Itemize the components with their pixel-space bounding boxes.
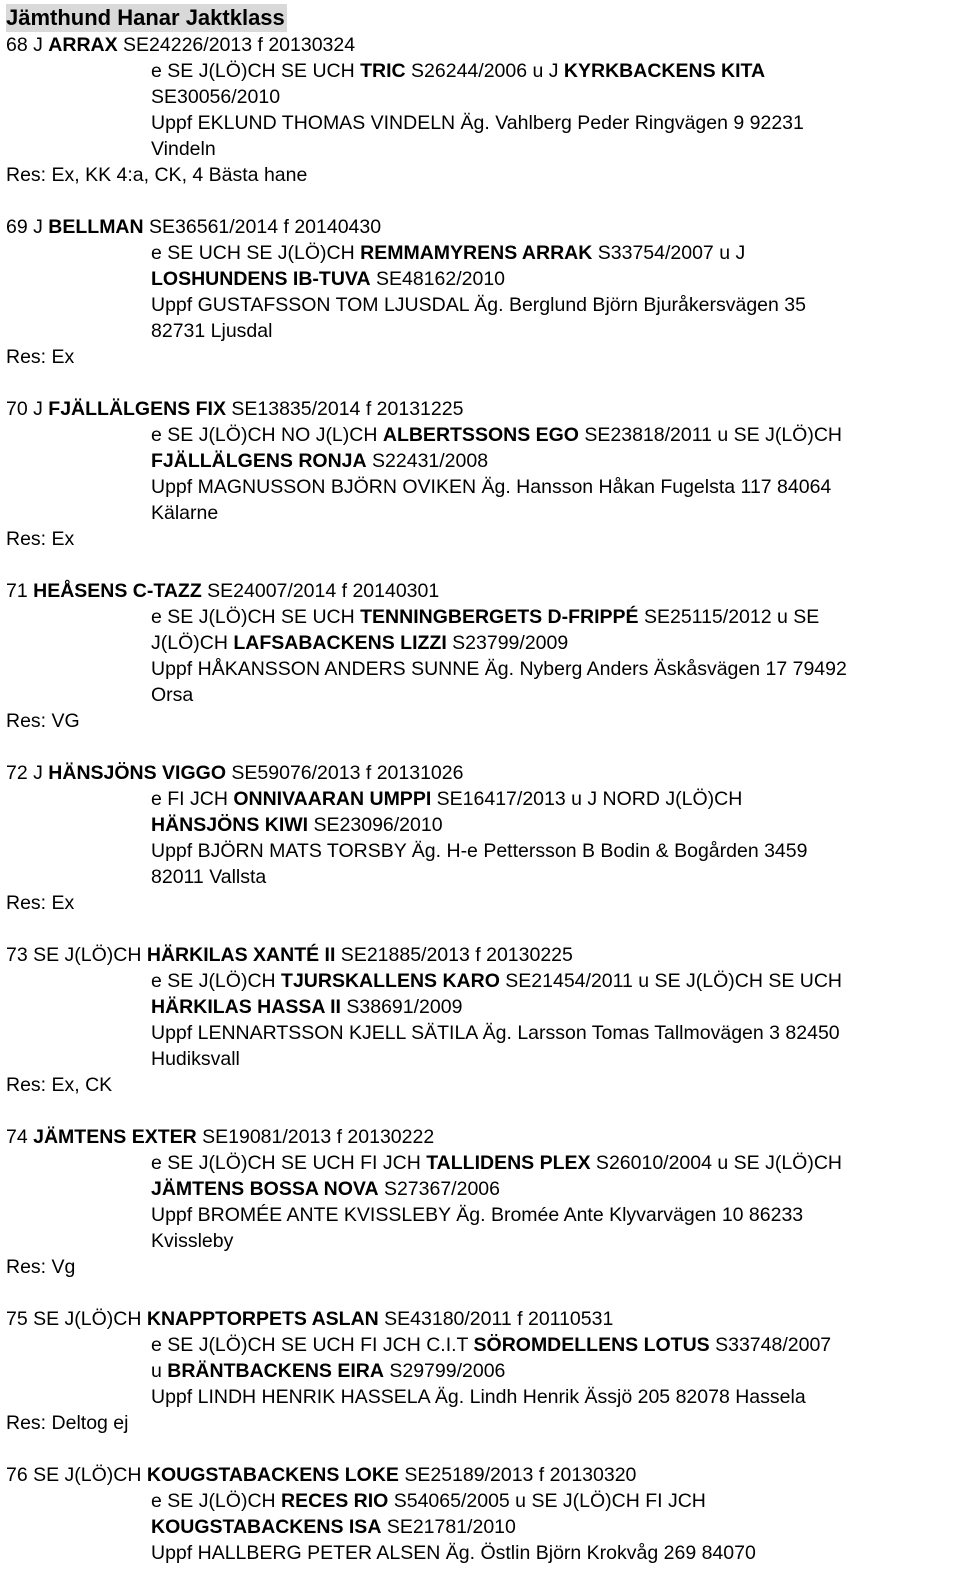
registration-info: SE43180/2011 f 20110531 [378,1308,614,1330]
breeder-owner-line: Uppf GUSTAFSSON TOM LJUSDAL Äg. Berglund Björn Bjuråkersvägen 35 [151,294,806,316]
parent-info: SE25115/2012 u SE [638,606,820,628]
dog-entry [6,396,960,552]
parent-info: SE48162/2010 [370,268,506,290]
parent-name: FJÄLLÄLGENS RONJA [151,450,367,472]
dog-name: HÄRKILAS XANTÉ II [146,944,336,966]
parent-info: SE23096/2010 [308,814,443,836]
parent-info: S33748/2007 [709,1334,832,1356]
entry-list [6,32,960,1566]
breeder-owner-line: 82731 Ljusdal [151,320,273,342]
result-line: Res: Deltog ej [6,1412,129,1434]
dog-entry [6,760,960,916]
registration-info: SE59076/2013 f 20131026 [225,762,464,784]
breeder-owner-line: Hudiksvall [151,1048,240,1070]
result-line: Res: Ex [6,528,75,550]
parents-line [6,1358,960,1384]
parent-info: SE21454/2011 u SE J(LÖ)CH SE UCH [499,970,843,992]
parents-line [6,1332,960,1358]
entry-number: 69 J [6,216,49,238]
registration-info: SE13835/2014 f 20131225 [225,398,464,420]
entry-number: 70 J [6,398,49,420]
parents-line [6,1514,960,1540]
parent-name: RECES RIO [281,1490,389,1512]
breeder-owner-line: Uppf HÅKANSSON ANDERS SUNNE Äg. Nyberg Anders Äskåsvägen 17 79492 [151,658,847,680]
dog-entry [6,214,960,370]
result-line: Res: Ex, CK [6,1074,113,1096]
parent-info: S33754/2007 u J [592,242,746,264]
parent-info: e SE UCH SE J(LÖ)CH [151,242,361,264]
entry-heading [6,32,960,58]
entry-number: 68 J [6,34,49,56]
dog-entry [6,1124,960,1280]
parent-info: e SE J(LÖ)CH SE UCH FI JCH [151,1152,427,1174]
parent-info: S26010/2004 u SE J(LÖ)CH [590,1152,842,1174]
parent-name: TALLIDENS PLEX [426,1152,591,1174]
parents-line [6,994,960,1020]
dog-entry [6,942,960,1098]
entry-number: 72 J [6,762,49,784]
parent-name: LOSHUNDENS IB-TUVA [151,268,371,290]
entry-heading [6,1306,960,1332]
breeder-owner-line: Uppf LENNARTSSON KJELL SÄTILA Äg. Larsson Tomas Tallmovägen 3 82450 [151,1022,840,1044]
dog-entry [6,32,960,188]
registration-info: SE36561/2014 f 20140430 [143,216,382,238]
breeder-owner-line: Orsa [151,684,194,706]
parent-name: TJURSKALLENS KARO [281,970,500,992]
result-line: Res: Ex [6,892,75,914]
breeder-owner-line: 82011 Vallsta [151,866,267,888]
parent-name: REMMAMYRENS ARRAK [360,242,593,264]
parent-name: BRÄNTBACKENS EIRA [167,1360,384,1382]
parents-line [6,422,960,448]
parent-info: S29799/2006 [383,1360,506,1382]
dog-name: KNAPPTORPETS ASLAN [146,1308,379,1330]
parents-line [6,630,960,656]
parents-line [6,1488,960,1514]
registration-info: SE19081/2013 f 20130222 [196,1126,435,1148]
parents-line [6,266,960,292]
dog-name: FJÄLLÄLGENS FIX [48,398,226,420]
entry-heading [6,396,960,422]
entry-heading [6,214,960,240]
parent-name: KOUGSTABACKENS ISA [151,1516,382,1538]
breeder-owner-line: Uppf LINDH HENRIK HASSELA Äg. Lindh Henrik Ässjö 205 82078 Hassela [151,1386,806,1408]
section-title: Jämthund Hanar Jaktklass [6,5,285,30]
parent-info: u [151,1360,168,1382]
entry-heading [6,578,960,604]
dog-entry [6,578,960,734]
parent-name: HÄRKILAS HASSA II [151,996,341,1018]
parent-info: e SE J(LÖ)CH [151,1490,282,1512]
breeder-owner-line: Kvissleby [151,1230,234,1252]
parents-line [6,1176,960,1202]
parent-info: SE21781/2010 [381,1516,516,1538]
dog-name: ARRAX [48,34,118,56]
parents-line [6,58,960,84]
entry-number: 76 SE J(LÖ)CH [6,1464,147,1486]
parents-line [6,786,960,812]
entry-heading [6,942,960,968]
entry-number: 71 [6,580,34,602]
breeder-owner-line: Uppf BROMÉE ANTE KVISSLEBY Äg. Bromée Ante Klyvarvägen 10 86233 [151,1204,804,1226]
entry-number: 75 SE J(LÖ)CH [6,1308,147,1330]
parent-info: SE16417/2013 u J NORD J(LÖ)CH [431,788,743,810]
parent-name: LAFSABACKENS LIZZI [233,632,447,654]
parent-info: S38691/2009 [340,996,463,1018]
parents-line [6,968,960,994]
dog-name: HEÅSENS C-TAZZ [33,580,202,602]
parents-line [6,240,960,266]
breeder-owner-line: Uppf HALLBERG PETER ALSEN Äg. Östlin Björn Krokvåg 269 84070 [151,1542,756,1564]
entry-heading [6,1124,960,1150]
parents-line [6,1150,960,1176]
breeder-owner-line: Uppf BJÖRN MATS TORSBY Äg. H-e Pettersson B Bodin & Bogården 3459 [151,840,808,862]
parent-name: TENNINGBERGETS D-FRIPPÉ [360,606,639,628]
parent-info: S23799/2009 [446,632,569,654]
parent-name: TRIC [360,60,406,82]
parent-name: KYRKBACKENS KITA [563,60,766,82]
breeder-owner-line: Vindeln [151,138,216,160]
parent-info: SE23818/2011 u SE J(LÖ)CH [578,424,842,446]
registration-info: SE25189/2013 f 20130320 [398,1464,637,1486]
result-line: Res: VG [6,710,80,732]
parents-line [6,604,960,630]
breeder-owner-line: Kälarne [151,502,219,524]
parent-info: e SE J(LÖ)CH NO J(L)CH [151,424,383,446]
dog-entry [6,1462,960,1566]
parent-info: S54065/2005 u SE J(LÖ)CH FI JCH [388,1490,706,1512]
entry-number: 73 SE J(LÖ)CH [6,944,147,966]
parents-line [6,812,960,838]
dog-name: HÄNSJÖNS VIGGO [48,762,226,784]
parents-line [6,84,960,110]
parent-name: ALBERTSSONS EGO [382,424,579,446]
parent-info: S26244/2006 u J [405,60,564,82]
breeder-owner-line: Uppf MAGNUSSON BJÖRN OVIKEN Äg. Hansson Håkan Fugelsta 117 84064 [151,476,832,498]
parent-info: SE30056/2010 [151,86,281,108]
parent-name: SÖROMDELLENS LOTUS [473,1334,710,1356]
parent-info: e SE J(LÖ)CH [151,970,282,992]
parents-line [6,448,960,474]
registration-info: SE24007/2014 f 20140301 [201,580,440,602]
result-line: Res: Vg [6,1256,76,1278]
registration-info: SE24226/2013 f 20130324 [117,34,356,56]
registration-info: SE21885/2013 f 20130225 [335,944,573,966]
parent-info: e SE J(LÖ)CH SE UCH [151,606,361,628]
entry-heading [6,760,960,786]
parent-info: e SE J(LÖ)CH SE UCH FI JCH C.I.T [151,1334,474,1356]
parent-name: JÄMTENS BOSSA NOVA [151,1178,379,1200]
parent-name: ONNIVAARAN UMPPI [233,788,432,810]
parent-info: S22431/2008 [366,450,489,472]
parent-info: e FI JCH [151,788,234,810]
parent-info: e SE J(LÖ)CH SE UCH [151,60,361,82]
dog-name: KOUGSTABACKENS LOKE [146,1464,399,1486]
entry-heading [6,1462,960,1488]
breeder-owner-line: Uppf EKLUND THOMAS VINDELN Äg. Vahlberg Peder Ringvägen 9 92231 [151,112,804,134]
parent-info: J(LÖ)CH [151,632,234,654]
result-line: Res: Ex [6,346,75,368]
dog-entry [6,1306,960,1436]
parent-info: S27367/2006 [378,1178,500,1200]
dog-name: JÄMTENS EXTER [33,1126,197,1148]
dog-name: BELLMAN [48,216,144,238]
entry-number: 74 [6,1126,34,1148]
parent-name: HÄNSJÖNS KIWI [151,814,309,836]
result-line: Res: Ex, KK 4:a, CK, 4 Bästa hane [6,164,308,186]
